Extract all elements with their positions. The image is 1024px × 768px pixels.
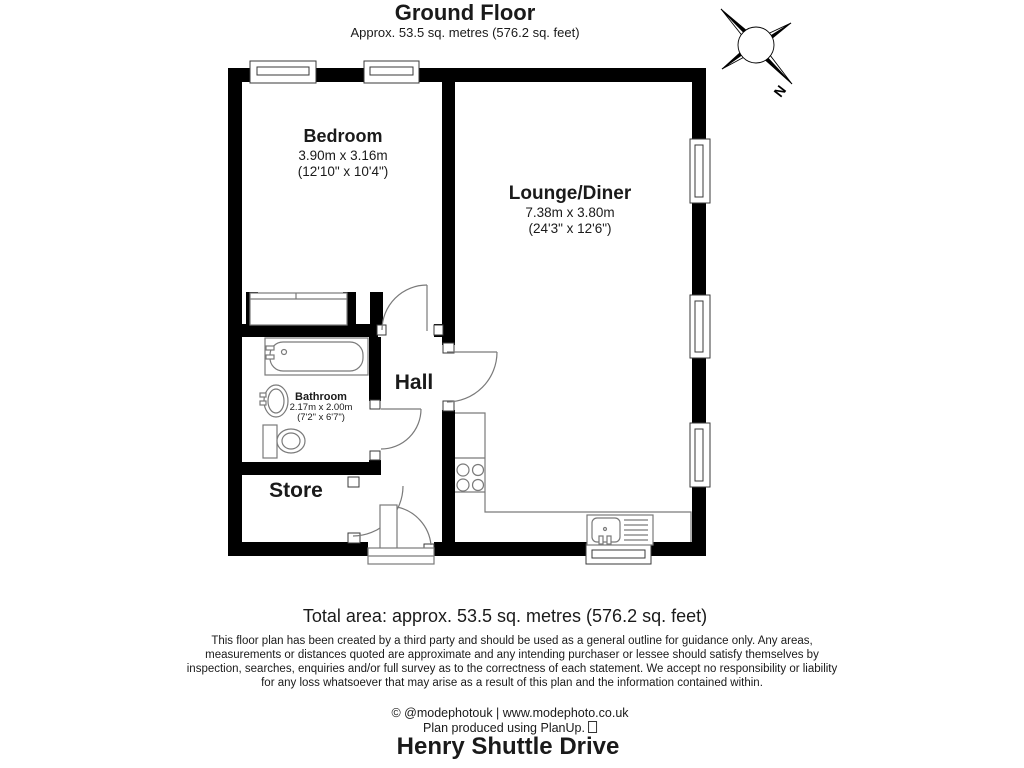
total-area-text: Total area: approx. 53.5 sq. metres (576.2 sq. feet)	[302, 606, 708, 626]
kitchen-counter	[455, 413, 691, 542]
store-label: Store	[269, 479, 323, 502]
entrance-door-leaf	[380, 505, 397, 549]
address-title: Henry Shuttle Drive	[396, 733, 620, 760]
wall-bathroom-hall-upper	[369, 337, 381, 401]
kitchen-sink-icon	[587, 515, 653, 545]
wall-bottom-left	[228, 542, 368, 556]
basin-icon	[260, 385, 288, 417]
disclaimer-line: for any loss whatsoever that may arise as a result of this plan and the information contained within.	[261, 677, 763, 689]
lounge-name: Lounge/Diner	[508, 183, 632, 204]
toilet-icon	[263, 425, 305, 458]
disclaimer-line: measurements or distances quoted are approximate and any intending purchaser or lessee should satisfy themselves by	[205, 649, 819, 661]
page-title: Ground Floor	[394, 0, 536, 25]
wall-pier-bedroom	[370, 292, 383, 325]
window-kitchen	[586, 544, 651, 564]
bathroom-dims-metric: 2.17m x 2.00m	[289, 402, 353, 413]
hall-label: Hall	[394, 371, 434, 394]
wardrobe-icon	[250, 293, 347, 325]
window-lounge-1	[690, 139, 710, 203]
window-bedroom-1	[250, 61, 316, 83]
bathroom-name: Bathroom	[295, 391, 347, 403]
jamb-store-bottom	[348, 533, 360, 543]
produced-label: Plan produced using PlanUp.	[423, 721, 585, 735]
wall-bottom-right	[434, 542, 706, 556]
wall-bathroom-store	[242, 462, 381, 475]
jamb-bedroom-right	[434, 325, 443, 335]
jamb-bathroom-top	[370, 400, 380, 409]
bedroom-name: Bedroom	[303, 126, 383, 146]
jamb-bathroom-bottom	[370, 451, 380, 460]
door-entrance	[368, 505, 434, 564]
jamb-store-top	[348, 477, 359, 487]
disclaimer-line: This floor plan has been created by a third party and should be used as a general outline for guidance only. Any areas,	[211, 635, 813, 647]
door-lounge	[447, 352, 497, 402]
wall-bedroom-lounge-divider	[442, 82, 455, 345]
bedroom-dims-metric: 3.90m x 3.16m	[298, 148, 388, 163]
bathtub-icon	[265, 338, 368, 375]
lounge-dims-metric: 7.38m x 3.80m	[525, 205, 615, 220]
door-bathroom	[381, 409, 421, 449]
bathroom-dims-imperial: (7'2" x 6'7")	[297, 412, 345, 423]
door-bedroom	[382, 285, 427, 331]
wall-left	[228, 68, 242, 556]
window-bedroom-2	[364, 61, 419, 83]
compass-north-label: N	[770, 82, 790, 101]
disclaimer-line: inspection, searches, enquiries and/or full survey as to the correctness of each statement. We accept no responsibility or liability	[186, 663, 838, 675]
window-lounge-3	[690, 423, 710, 487]
window-lounge-2	[690, 295, 710, 358]
credit-text: © @modephotouk | www.modephoto.co.uk	[391, 706, 629, 720]
wall-hall-kitchen-divider	[442, 410, 455, 542]
compass-rose-icon	[721, 9, 792, 100]
wall-bedroom-bathroom	[242, 324, 378, 337]
page-subtitle: Approx. 53.5 sq. metres (576.2 sq. feet)	[350, 25, 580, 40]
bedroom-dims-imperial: (12'10" x 10'4")	[297, 164, 389, 179]
lounge-dims-imperial: (24'3" x 12'6")	[528, 221, 612, 236]
missing-glyph-box	[588, 721, 597, 733]
hob-icon	[457, 464, 484, 491]
